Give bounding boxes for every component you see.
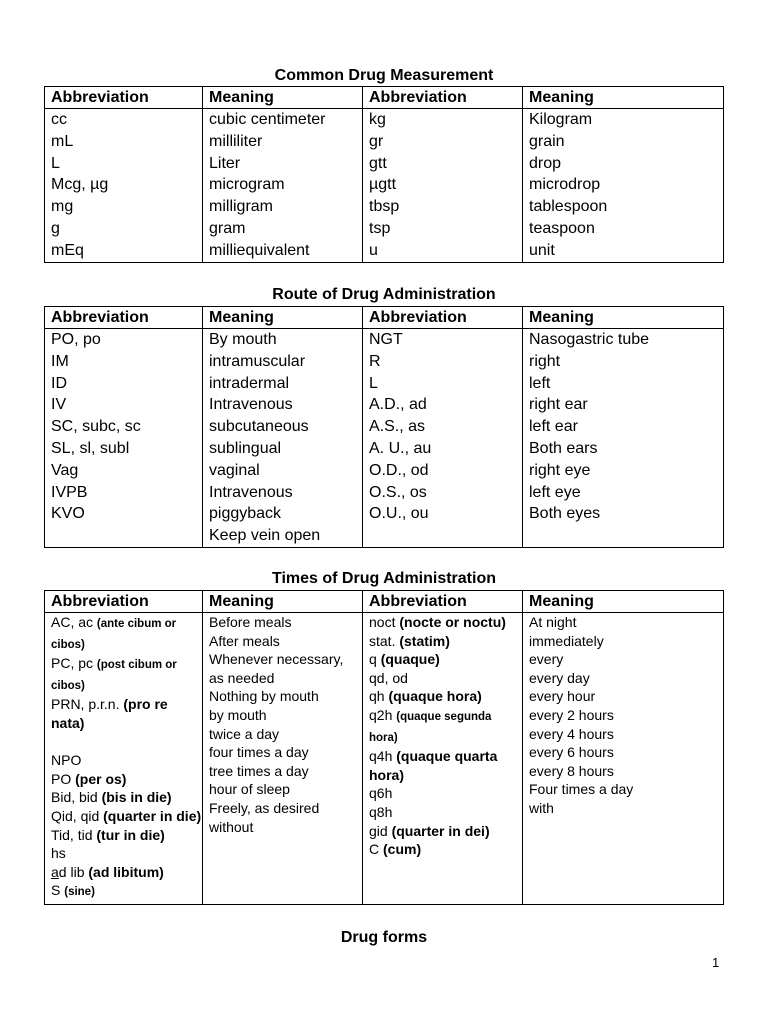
cell-line: left (529, 374, 551, 392)
abbreviation-cell (45, 109, 203, 263)
cell-line: Both ears (529, 439, 598, 457)
cell-line: A.S., as (369, 418, 426, 436)
abbreviation-cell (45, 613, 203, 905)
abbr-text: PO (51, 770, 76, 787)
cell-line (369, 840, 522, 859)
latin-text: (ante cibum or cibos) (51, 618, 177, 651)
latin-text: (quaque hora) (388, 688, 482, 705)
header-abbreviation: Abbreviation (45, 87, 203, 109)
cell-line: right eye (529, 461, 591, 479)
latin-text: (nocte or noctu) (399, 614, 506, 630)
cell-line: Nothing by mouth (209, 688, 319, 705)
cell-line: L (369, 374, 378, 392)
measurement-table (44, 86, 724, 263)
cell-line: immediately (529, 632, 604, 649)
cell-line: Kilogram (529, 111, 593, 128)
cell-line: IV (51, 396, 67, 414)
cell-line (369, 822, 522, 841)
meaning-cell (523, 329, 724, 548)
header-abbreviation: Abbreviation (363, 591, 523, 613)
cell-line: every (529, 651, 564, 668)
cell-line: Keep vein open (209, 527, 321, 545)
cell-line: tsp (369, 219, 391, 237)
header-meaning: Meaning (523, 87, 724, 109)
cell-line: PO, po (51, 331, 101, 348)
cell-line: cubic centimeter (209, 111, 326, 128)
cell-line (51, 788, 202, 807)
cell-line: SL, sl, subl (51, 439, 130, 457)
cell-line (51, 613, 202, 654)
latin-text: (cum) (383, 841, 422, 858)
latin-text: (quaque quarta hora) (369, 748, 498, 783)
cell-line: q8h (369, 803, 393, 820)
abbreviation-cell (363, 613, 523, 905)
cell-line (51, 826, 202, 845)
abbr-text: Tid, tid (51, 826, 97, 843)
cell-line: Whenever necessary, (209, 651, 344, 668)
table-header-row (45, 307, 724, 329)
abbr-text: stat. (369, 632, 400, 649)
abbr-text: d lib (58, 863, 89, 880)
cell-line: every 6 hours (529, 744, 614, 761)
cell-line: sublingual (209, 439, 282, 457)
cell-line: hour of sleep (209, 781, 290, 798)
cell-line: ID (51, 374, 67, 392)
cell-line (51, 770, 202, 789)
cell-line (51, 695, 202, 732)
cell-line: mL (51, 132, 74, 150)
cell-line: O.D., od (369, 461, 429, 479)
cell-line: SC, subc, sc (51, 418, 141, 436)
abbr-text: id (376, 822, 392, 839)
latin-text: (post cibum or cibos) (51, 659, 177, 692)
cell-line: A.D., ad (369, 396, 427, 414)
cell-line: teaspoon (529, 219, 595, 237)
cell-line (369, 747, 522, 784)
cell-line: microgram (209, 176, 285, 194)
header-meaning: Meaning (203, 87, 363, 109)
cell-line: cc (51, 111, 67, 128)
section-title-route: Route of Drug Administration (272, 286, 496, 303)
route-table (44, 306, 724, 548)
cell-line: left eye (529, 483, 581, 501)
cell-line: IVPB (51, 483, 88, 501)
cell-line: Vag (51, 461, 79, 479)
cell-line: right ear (529, 396, 588, 414)
cell-line: twice a day (209, 725, 280, 742)
cell-line: unit (529, 241, 555, 259)
abbr-text: q (369, 651, 381, 668)
cell-line: microdrop (529, 176, 601, 194)
cell-line: four times a day (209, 744, 309, 761)
section-title-times: Times of Drug Administration (271, 570, 496, 587)
section-title-measurement: Common Drug Measurement (274, 67, 494, 84)
abbr-text: PC, pc (51, 655, 97, 672)
cell-line: mg (51, 198, 74, 216)
cell-line: every 4 hours (529, 725, 614, 742)
abbr-text: noct (369, 614, 400, 630)
cell-line (369, 613, 522, 632)
cell-line: L (51, 154, 60, 172)
table-row (45, 329, 724, 548)
abbreviation-cell (363, 329, 523, 548)
latin-text: (bis in die) (101, 789, 172, 806)
latin-text: (pro re nata) (51, 696, 168, 731)
header-meaning: Meaning (203, 307, 363, 329)
cell-line: µgtt (369, 176, 397, 194)
abbr-text: q2h (369, 706, 397, 723)
latin-text: (quaque segunda hora) (369, 710, 492, 744)
cell-line: Nasogastric tube (529, 331, 650, 348)
cell-line (51, 863, 202, 882)
times-table (44, 590, 724, 905)
latin-text: (sine) (64, 886, 95, 899)
meaning-cell (203, 329, 363, 548)
table-row (45, 109, 724, 263)
cell-line: By mouth (209, 331, 277, 348)
cell-line: O.S., os (369, 483, 427, 501)
header-abbreviation: Abbreviation (45, 307, 203, 329)
cell-line (369, 706, 522, 747)
latin-text: (quaque) (380, 651, 440, 668)
cell-line: gram (209, 219, 246, 237)
header-abbreviation: Abbreviation (45, 591, 203, 613)
meaning-cell (523, 613, 724, 905)
cell-line: tablespoon (529, 198, 608, 216)
cell-line: every 2 hours (529, 706, 614, 723)
cell-line: qd, od (369, 669, 408, 686)
cell-line (51, 654, 202, 695)
abbr-text: PRN, p.r.n. (51, 696, 124, 713)
cell-line: Mcg, µg (51, 176, 109, 194)
cell-line: milliequivalent (209, 241, 310, 259)
latin-text: (ad libitum) (88, 863, 164, 880)
table-header-row (45, 591, 724, 613)
abbr-text: a (51, 863, 59, 880)
abbr-text: C (369, 841, 383, 858)
cell-line: q6h (369, 785, 393, 802)
cell-line (51, 807, 202, 826)
cell-line: every hour (529, 688, 596, 705)
cell-line: u (369, 241, 378, 259)
cell-line: subcutaneous (209, 418, 309, 436)
cell-line: without (209, 818, 254, 835)
cell-line: as needed (209, 669, 275, 686)
abbreviation-cell (45, 329, 203, 548)
cell-line: right (529, 352, 561, 370)
cell-line (51, 881, 202, 902)
abbr-text: q4h (369, 748, 397, 765)
abbr-text: AC, ac (51, 614, 97, 630)
cell-line: gtt (369, 154, 387, 172)
header-meaning: Meaning (523, 307, 724, 329)
meaning-cell (523, 109, 724, 263)
cell-line: Freely, as desired (209, 799, 320, 816)
cell-line: intradermal (209, 374, 290, 392)
cell-line: milliliter (209, 132, 263, 150)
header-meaning: Meaning (203, 591, 363, 613)
cell-line: O.U., ou (369, 505, 429, 523)
cell-line: intramuscular (209, 352, 306, 370)
cell-line: every 8 hours (529, 762, 614, 779)
page-number: 1 (712, 955, 720, 970)
cell-line: Liter (209, 154, 241, 172)
latin-text: (tur in die) (96, 826, 165, 843)
cell-line: IM (51, 352, 69, 370)
abbr-text: Bid, bid (51, 789, 102, 806)
cell-line: every day (529, 669, 590, 686)
cell-line: Intravenous (209, 483, 293, 501)
cell-line: Four times a day (529, 781, 634, 798)
cell-line: mEq (51, 241, 84, 259)
table-row (45, 613, 724, 905)
header-abbreviation: Abbreviation (363, 307, 523, 329)
abbr-text: g (369, 822, 377, 839)
cell-line: Both eyes (529, 505, 601, 523)
cell-line (369, 632, 522, 651)
cell-line: grain (529, 132, 565, 150)
abbr-text: S (51, 882, 65, 899)
meaning-cell (203, 109, 363, 263)
cell-line: NGT (369, 331, 403, 348)
abbr-text: qh (369, 688, 389, 705)
cell-line: After meals (209, 632, 280, 649)
abbreviation-cell (363, 109, 523, 263)
cell-line: tbsp (369, 198, 400, 216)
meaning-cell (203, 613, 363, 905)
cell-line: milligram (209, 198, 273, 216)
latin-text: (statim) (399, 632, 450, 649)
cell-line: A. U., au (369, 439, 432, 457)
latin-text: (per os) (75, 770, 127, 787)
latin-text: (quarter in dei) (391, 822, 490, 839)
cell-line: g (51, 219, 60, 237)
cell-line: by mouth (209, 706, 267, 723)
cell-line: tree times a day (209, 762, 309, 779)
cell-line: piggyback (209, 505, 282, 523)
cell-line: hs (51, 845, 66, 862)
cell-line: Intravenous (209, 396, 293, 414)
cell-line: gr (369, 132, 384, 150)
cell-line: KVO (51, 505, 85, 523)
blank-line (51, 733, 202, 752)
cell-line: At night (529, 614, 577, 630)
cell-line: Before meals (209, 614, 292, 630)
section-title-drug-forms: Drug forms (340, 929, 428, 946)
cell-line (369, 687, 522, 706)
cell-line: kg (369, 111, 386, 128)
cell-line: vaginal (209, 461, 260, 479)
cell-line (369, 650, 522, 669)
cell-line: with (529, 799, 554, 816)
table-header-row (45, 87, 724, 109)
abbr-text: Qid, qid (51, 807, 104, 824)
cell-line: drop (529, 154, 562, 172)
cell-line: left ear (529, 418, 578, 436)
header-meaning: Meaning (523, 591, 724, 613)
header-abbreviation: Abbreviation (363, 87, 523, 109)
latin-text: (quarter in die) (103, 807, 202, 824)
cell-line: R (369, 352, 381, 370)
cell-line: NPO (51, 752, 82, 769)
